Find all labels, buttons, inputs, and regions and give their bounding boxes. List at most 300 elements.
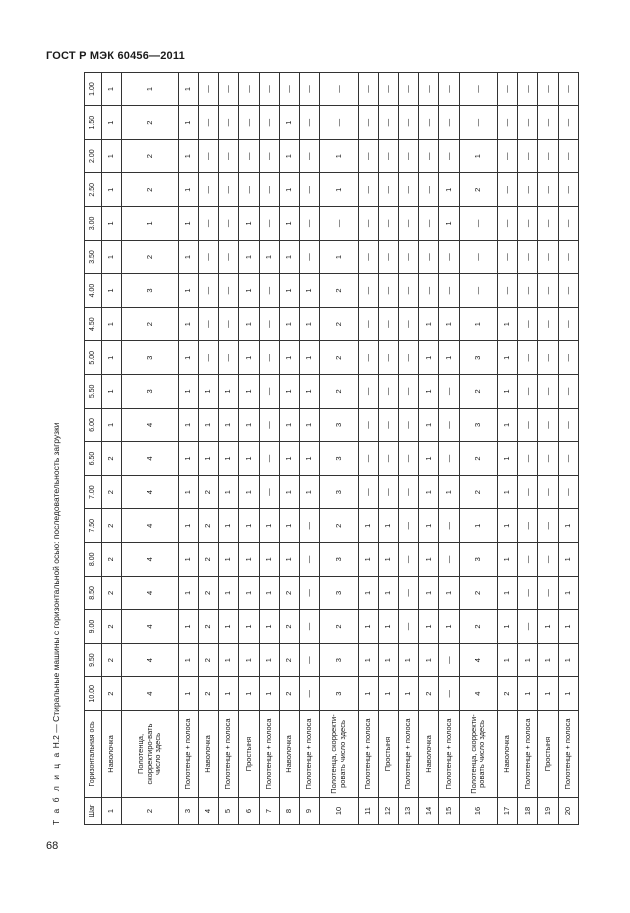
quantity-cell: 2 <box>198 509 218 543</box>
quantity-cell: — <box>538 341 558 375</box>
quantity-cell: — <box>378 475 398 509</box>
quantity-cell: 1 <box>259 677 279 711</box>
quantity-cell: — <box>358 72 378 106</box>
column-header-weight: 1.50 <box>85 106 102 140</box>
quantity-cell: 1 <box>239 643 259 677</box>
quantity-cell: 1 <box>239 375 259 409</box>
column-header-weight: 8.00 <box>85 543 102 577</box>
table-row <box>279 72 299 824</box>
column-header-weight: 1.00 <box>85 72 102 106</box>
quantity-cell: 1 <box>198 442 218 476</box>
quantity-cell: — <box>538 240 558 274</box>
quantity-cell: — <box>538 173 558 207</box>
quantity-cell: — <box>498 274 518 308</box>
quantity-cell: 2 <box>102 543 122 577</box>
quantity-cell: 1 <box>419 307 439 341</box>
item-name: Наволочка <box>279 711 299 798</box>
quantity-cell: — <box>358 240 378 274</box>
quantity-cell: — <box>558 375 578 409</box>
step-number: 14 <box>419 798 439 825</box>
quantity-cell: 1 <box>219 576 239 610</box>
item-name: Полотенце + полоса <box>219 711 239 798</box>
quantity-cell: — <box>300 240 320 274</box>
quantity-cell: — <box>518 543 538 577</box>
quantity-cell: 1 <box>279 139 299 173</box>
step-number: 4 <box>198 798 218 825</box>
quantity-cell: — <box>399 610 419 644</box>
quantity-cell: — <box>259 442 279 476</box>
quantity-cell: 1 <box>178 375 198 409</box>
quantity-cell: — <box>358 207 378 241</box>
quantity-cell: — <box>518 274 538 308</box>
quantity-cell: — <box>219 139 239 173</box>
quantity-cell: 2 <box>419 677 439 711</box>
quantity-cell: — <box>518 475 538 509</box>
quantity-cell: 1 <box>178 307 198 341</box>
quantity-cell: 1 <box>378 610 398 644</box>
quantity-cell: 1 <box>358 610 378 644</box>
quantity-cell: — <box>378 375 398 409</box>
quantity-cell: 1 <box>498 576 518 610</box>
quantity-cell: 2 <box>102 475 122 509</box>
quantity-cell: 3 <box>122 375 178 409</box>
quantity-cell: 1 <box>279 106 299 140</box>
quantity-cell: — <box>239 106 259 140</box>
quantity-cell: — <box>538 543 558 577</box>
quantity-cell: 2 <box>320 610 358 644</box>
quantity-cell: — <box>419 240 439 274</box>
quantity-cell: 4 <box>122 576 178 610</box>
step-number: 11 <box>358 798 378 825</box>
quantity-cell: 2 <box>198 543 218 577</box>
quantity-cell: 1 <box>178 240 198 274</box>
quantity-cell: 1 <box>178 442 198 476</box>
quantity-cell: 1 <box>439 475 459 509</box>
column-header-axis: Горизонтальная ось <box>85 711 102 798</box>
quantity-cell: — <box>198 106 218 140</box>
quantity-cell: 1 <box>378 576 398 610</box>
quantity-cell: — <box>518 442 538 476</box>
column-header-weight: 5.00 <box>85 341 102 375</box>
quantity-cell: — <box>558 274 578 308</box>
quantity-cell: — <box>518 408 538 442</box>
column-header-weight: 3.50 <box>85 240 102 274</box>
quantity-cell: 2 <box>320 375 358 409</box>
item-name: Полотенце + полоса <box>300 711 320 798</box>
loading-sequence-table <box>84 72 579 825</box>
quantity-cell: 1 <box>358 576 378 610</box>
quantity-cell: 1 <box>198 375 218 409</box>
quantity-cell: — <box>459 240 497 274</box>
quantity-cell: 4 <box>122 442 178 476</box>
quantity-cell: 3 <box>320 576 358 610</box>
column-header-weight: 6.50 <box>85 442 102 476</box>
quantity-cell: — <box>518 240 538 274</box>
column-header-weight: 7.50 <box>85 509 102 543</box>
quantity-cell: — <box>358 274 378 308</box>
quantity-cell: 1 <box>558 576 578 610</box>
quantity-cell: 2 <box>279 576 299 610</box>
quantity-cell: — <box>538 475 558 509</box>
quantity-cell: 1 <box>279 274 299 308</box>
item-name: Полотенце + полоса <box>558 711 578 798</box>
quantity-cell: — <box>259 72 279 106</box>
quantity-cell: 1 <box>558 643 578 677</box>
quantity-cell: — <box>358 106 378 140</box>
quantity-cell: 1 <box>239 274 259 308</box>
quantity-cell: 1 <box>178 72 198 106</box>
quantity-cell: — <box>300 106 320 140</box>
quantity-cell: — <box>459 207 497 241</box>
quantity-cell: — <box>439 408 459 442</box>
quantity-cell: — <box>459 72 497 106</box>
quantity-cell: — <box>399 72 419 106</box>
quantity-cell: — <box>198 207 218 241</box>
item-name: Полотенце + полоса <box>259 711 279 798</box>
quantity-cell: 1 <box>178 207 198 241</box>
quantity-cell: 1 <box>439 576 459 610</box>
quantity-cell: 1 <box>378 643 398 677</box>
quantity-cell: 4 <box>122 475 178 509</box>
quantity-cell: 1 <box>518 677 538 711</box>
quantity-cell: 1 <box>102 408 122 442</box>
quantity-cell: 1 <box>219 509 239 543</box>
table-header-row <box>85 72 102 824</box>
quantity-cell: 1 <box>219 677 239 711</box>
quantity-cell: — <box>558 307 578 341</box>
quantity-cell: 1 <box>219 643 239 677</box>
item-name: Полотенце + полоса <box>178 711 198 798</box>
quantity-cell: 1 <box>239 442 259 476</box>
quantity-cell: — <box>419 139 439 173</box>
column-header-weight: 9.00 <box>85 610 102 644</box>
quantity-cell: 3 <box>320 442 358 476</box>
column-header-weight: 8.50 <box>85 576 102 610</box>
quantity-cell: — <box>498 72 518 106</box>
quantity-cell: 1 <box>279 375 299 409</box>
quantity-cell: 1 <box>439 207 459 241</box>
quantity-cell: — <box>518 207 538 241</box>
quantity-cell: 1 <box>178 677 198 711</box>
quantity-cell: — <box>399 576 419 610</box>
quantity-cell: — <box>439 375 459 409</box>
quantity-cell: 1 <box>279 307 299 341</box>
quantity-cell: 2 <box>279 677 299 711</box>
quantity-cell: — <box>300 543 320 577</box>
table-row <box>459 72 497 824</box>
quantity-cell: 1 <box>239 207 259 241</box>
column-header-weight: 4.50 <box>85 307 102 341</box>
table-row <box>558 72 578 824</box>
quantity-cell: 1 <box>419 610 439 644</box>
quantity-cell: — <box>518 341 538 375</box>
quantity-cell: 1 <box>320 139 358 173</box>
quantity-cell: — <box>378 442 398 476</box>
quantity-cell: 2 <box>102 677 122 711</box>
quantity-cell: — <box>378 307 398 341</box>
quantity-cell: — <box>300 610 320 644</box>
document-header: ГОСТ Р МЭК 60456—2011 <box>46 50 185 62</box>
quantity-cell: 2 <box>459 576 497 610</box>
quantity-cell: — <box>419 106 439 140</box>
quantity-cell: 2 <box>198 576 218 610</box>
quantity-cell: — <box>358 173 378 207</box>
quantity-cell: 1 <box>279 240 299 274</box>
quantity-cell: 2 <box>102 643 122 677</box>
quantity-cell: — <box>358 307 378 341</box>
quantity-cell: 2 <box>198 677 218 711</box>
quantity-cell: 2 <box>320 509 358 543</box>
quantity-cell: — <box>320 72 358 106</box>
quantity-cell: 1 <box>538 610 558 644</box>
quantity-cell: 1 <box>178 408 198 442</box>
quantity-cell: 1 <box>239 475 259 509</box>
quantity-cell: — <box>439 106 459 140</box>
quantity-cell: — <box>419 72 439 106</box>
column-header-weight: 7.00 <box>85 475 102 509</box>
quantity-cell: — <box>538 408 558 442</box>
quantity-cell: — <box>538 139 558 173</box>
quantity-cell: 1 <box>419 442 439 476</box>
quantity-cell: 1 <box>259 240 279 274</box>
quantity-cell: 1 <box>219 475 239 509</box>
quantity-cell: 3 <box>459 408 497 442</box>
quantity-cell: 1 <box>558 610 578 644</box>
quantity-cell: 1 <box>399 643 419 677</box>
quantity-cell: 2 <box>102 610 122 644</box>
quantity-cell: — <box>558 408 578 442</box>
quantity-cell: 2 <box>498 677 518 711</box>
quantity-cell: — <box>239 72 259 106</box>
quantity-cell: — <box>439 72 459 106</box>
step-number: 9 <box>300 798 320 825</box>
quantity-cell: 1 <box>300 442 320 476</box>
quantity-cell: — <box>558 240 578 274</box>
quantity-cell: 1 <box>239 341 259 375</box>
quantity-cell: — <box>518 375 538 409</box>
step-number: 8 <box>279 798 299 825</box>
quantity-cell: 3 <box>459 543 497 577</box>
quantity-cell: 3 <box>122 274 178 308</box>
quantity-cell: 1 <box>259 543 279 577</box>
quantity-cell: — <box>439 240 459 274</box>
quantity-cell: 1 <box>320 173 358 207</box>
quantity-cell: 3 <box>459 341 497 375</box>
quantity-cell: 1 <box>498 341 518 375</box>
item-name: Простыня <box>378 711 398 798</box>
quantity-cell: — <box>538 509 558 543</box>
quantity-cell: — <box>498 139 518 173</box>
quantity-cell: — <box>259 307 279 341</box>
quantity-cell: — <box>239 139 259 173</box>
item-name: Полотенце + полоса <box>358 711 378 798</box>
step-number: 12 <box>378 798 398 825</box>
quantity-cell: — <box>538 72 558 106</box>
quantity-cell: 1 <box>259 576 279 610</box>
quantity-cell: — <box>538 106 558 140</box>
quantity-cell: — <box>538 375 558 409</box>
quantity-cell: 1 <box>178 173 198 207</box>
quantity-cell: — <box>198 274 218 308</box>
quantity-cell: 1 <box>239 576 259 610</box>
quantity-cell: 1 <box>300 475 320 509</box>
item-name: Простыня <box>239 711 259 798</box>
quantity-cell: 2 <box>279 643 299 677</box>
table-row <box>378 72 398 824</box>
quantity-cell: 1 <box>518 643 538 677</box>
quantity-cell: — <box>358 475 378 509</box>
quantity-cell: — <box>558 72 578 106</box>
quantity-cell: 2 <box>198 610 218 644</box>
table-row <box>122 72 178 824</box>
quantity-cell: — <box>378 408 398 442</box>
quantity-cell: 1 <box>439 173 459 207</box>
quantity-cell: 3 <box>320 543 358 577</box>
quantity-cell: 1 <box>239 610 259 644</box>
quantity-cell: — <box>259 173 279 207</box>
item-name: Наволочка <box>419 711 439 798</box>
quantity-cell: — <box>498 240 518 274</box>
quantity-cell: — <box>399 307 419 341</box>
column-header-step: Шаг <box>85 798 102 825</box>
step-number: 13 <box>399 798 419 825</box>
quantity-cell: — <box>378 207 398 241</box>
table-row <box>239 72 259 824</box>
quantity-cell: 1 <box>358 509 378 543</box>
quantity-cell: — <box>198 173 218 207</box>
quantity-cell: — <box>419 207 439 241</box>
quantity-cell: — <box>300 677 320 711</box>
quantity-cell: — <box>259 375 279 409</box>
quantity-cell: 1 <box>279 408 299 442</box>
step-number: 10 <box>320 798 358 825</box>
quantity-cell: — <box>399 240 419 274</box>
quantity-cell: — <box>538 207 558 241</box>
quantity-cell: — <box>558 139 578 173</box>
quantity-cell: — <box>518 509 538 543</box>
quantity-cell: 1 <box>399 677 419 711</box>
quantity-cell: — <box>300 173 320 207</box>
quantity-cell: 1 <box>178 509 198 543</box>
quantity-cell: 1 <box>178 341 198 375</box>
quantity-cell: — <box>198 307 218 341</box>
quantity-cell: 1 <box>419 509 439 543</box>
quantity-cell: 1 <box>498 610 518 644</box>
quantity-cell: 3 <box>320 408 358 442</box>
quantity-cell: 2 <box>198 475 218 509</box>
quantity-cell: — <box>439 139 459 173</box>
quantity-cell: 1 <box>320 240 358 274</box>
quantity-cell: — <box>518 307 538 341</box>
quantity-cell: 2 <box>122 173 178 207</box>
quantity-cell: 1 <box>300 341 320 375</box>
quantity-cell: 3 <box>320 677 358 711</box>
quantity-cell: 4 <box>122 610 178 644</box>
quantity-cell: — <box>399 509 419 543</box>
quantity-cell: 1 <box>122 72 178 106</box>
quantity-cell: — <box>378 274 398 308</box>
quantity-cell: 2 <box>122 106 178 140</box>
quantity-cell: 1 <box>102 307 122 341</box>
column-header-weight: 4.00 <box>85 274 102 308</box>
quantity-cell: — <box>259 408 279 442</box>
quantity-cell: 1 <box>102 375 122 409</box>
quantity-cell: — <box>558 475 578 509</box>
quantity-cell: 1 <box>102 341 122 375</box>
quantity-cell: — <box>439 509 459 543</box>
quantity-cell: 1 <box>459 307 497 341</box>
quantity-cell: — <box>198 240 218 274</box>
step-number: 3 <box>178 798 198 825</box>
table-caption <box>51 423 61 825</box>
quantity-cell: — <box>219 207 239 241</box>
quantity-cell: 1 <box>102 106 122 140</box>
quantity-cell: 2 <box>459 475 497 509</box>
quantity-cell: 1 <box>419 643 439 677</box>
quantity-cell: 1 <box>279 442 299 476</box>
item-name: Полотенца, скорректи-ровать число здесь <box>320 711 358 798</box>
quantity-cell: — <box>239 173 259 207</box>
table-row <box>518 72 538 824</box>
quantity-cell: 1 <box>219 442 239 476</box>
quantity-cell: 2 <box>102 576 122 610</box>
quantity-cell: 1 <box>178 139 198 173</box>
quantity-cell: 1 <box>459 509 497 543</box>
quantity-cell: 2 <box>102 442 122 476</box>
quantity-cell: 1 <box>259 643 279 677</box>
table-row <box>219 72 239 824</box>
quantity-cell: 1 <box>300 274 320 308</box>
quantity-cell: 1 <box>178 610 198 644</box>
quantity-cell: 1 <box>419 408 439 442</box>
quantity-cell: 1 <box>239 677 259 711</box>
step-number: 18 <box>518 798 538 825</box>
quantity-cell: 1 <box>439 341 459 375</box>
table-row <box>399 72 419 824</box>
table-row <box>320 72 358 824</box>
quantity-cell: 1 <box>358 543 378 577</box>
quantity-cell: 1 <box>419 576 439 610</box>
quantity-cell: — <box>439 274 459 308</box>
table-row <box>178 72 198 824</box>
quantity-cell: 2 <box>279 610 299 644</box>
quantity-cell: 2 <box>459 442 497 476</box>
column-header-weight: 5.50 <box>85 375 102 409</box>
quantity-cell: — <box>300 576 320 610</box>
quantity-cell: — <box>259 475 279 509</box>
quantity-cell: 1 <box>102 173 122 207</box>
quantity-cell: 1 <box>102 274 122 308</box>
quantity-cell: 1 <box>300 408 320 442</box>
quantity-cell: — <box>558 207 578 241</box>
quantity-cell: 1 <box>558 543 578 577</box>
step-number: 20 <box>558 798 578 825</box>
quantity-cell: — <box>259 274 279 308</box>
table-row <box>419 72 439 824</box>
quantity-cell: — <box>498 207 518 241</box>
quantity-cell: 4 <box>122 408 178 442</box>
step-number: 5 <box>219 798 239 825</box>
quantity-cell: 3 <box>320 475 358 509</box>
table-row <box>300 72 320 824</box>
quantity-cell: — <box>219 274 239 308</box>
quantity-cell: — <box>358 139 378 173</box>
quantity-cell: 1 <box>459 139 497 173</box>
quantity-cell: 1 <box>378 509 398 543</box>
quantity-cell: 2 <box>320 274 358 308</box>
quantity-cell: 2 <box>102 509 122 543</box>
column-header-weight: 6.00 <box>85 408 102 442</box>
